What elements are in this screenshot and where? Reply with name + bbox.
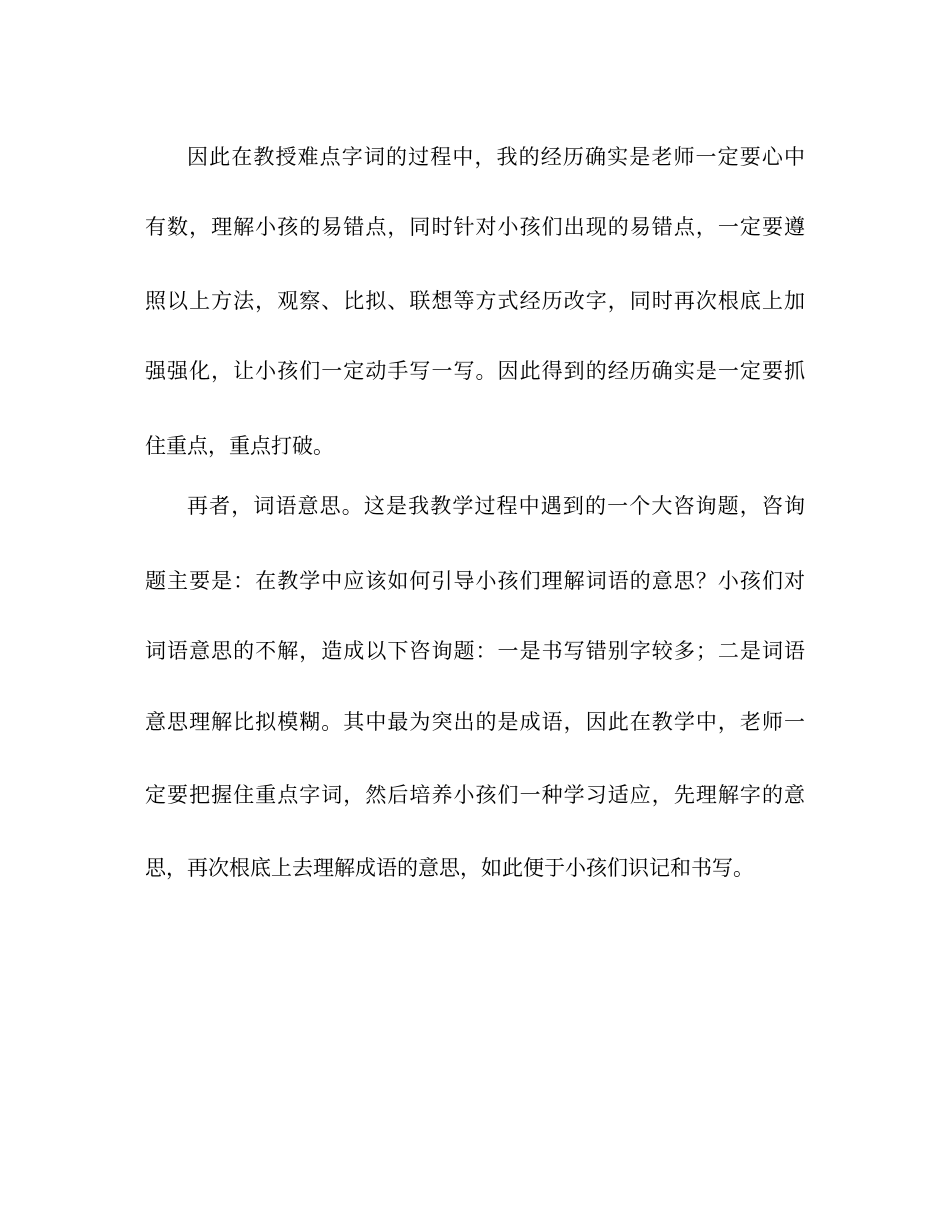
paragraph-line: 词语意思的不解，造成以下咨询题：一是书写错别字较多；二是词语 <box>145 639 805 663</box>
paragraph-line: 照以上方法，观察、比拟、联想等方式经历改字，同时再次根底上加 <box>145 289 805 313</box>
paragraph-line: 题主要是：在教学中应该如何引导小孩们理解词语的意思？小孩们对 <box>145 569 805 593</box>
paragraph-line: 住重点，重点打破。 <box>145 434 334 458</box>
paragraph-line: 强强化，让小孩们一定动手写一写。因此得到的经历确实是一定要抓 <box>145 359 805 383</box>
paragraph-line: 思，再次根底上去理解成语的意思，如此便于小孩们识记和书写。 <box>145 856 754 880</box>
paragraph-line: 再者，词语意思。这是我教学过程中遇到的一个大咨询题，咨询 <box>187 494 805 518</box>
paragraph-line: 因此在教授难点字词的过程中，我的经历确实是老师一定要心中 <box>187 145 805 169</box>
paragraph-line: 有数，理解小孩的易错点，同时针对小孩们出现的易错点，一定要遵 <box>145 215 805 239</box>
paragraph-line: 意思理解比拟模糊。其中最为突出的是成语，因此在教学中，老师一 <box>145 710 805 734</box>
paragraph-line: 定要把握住重点字词，然后培养小孩们一种学习适应，先理解字的意 <box>145 783 805 807</box>
